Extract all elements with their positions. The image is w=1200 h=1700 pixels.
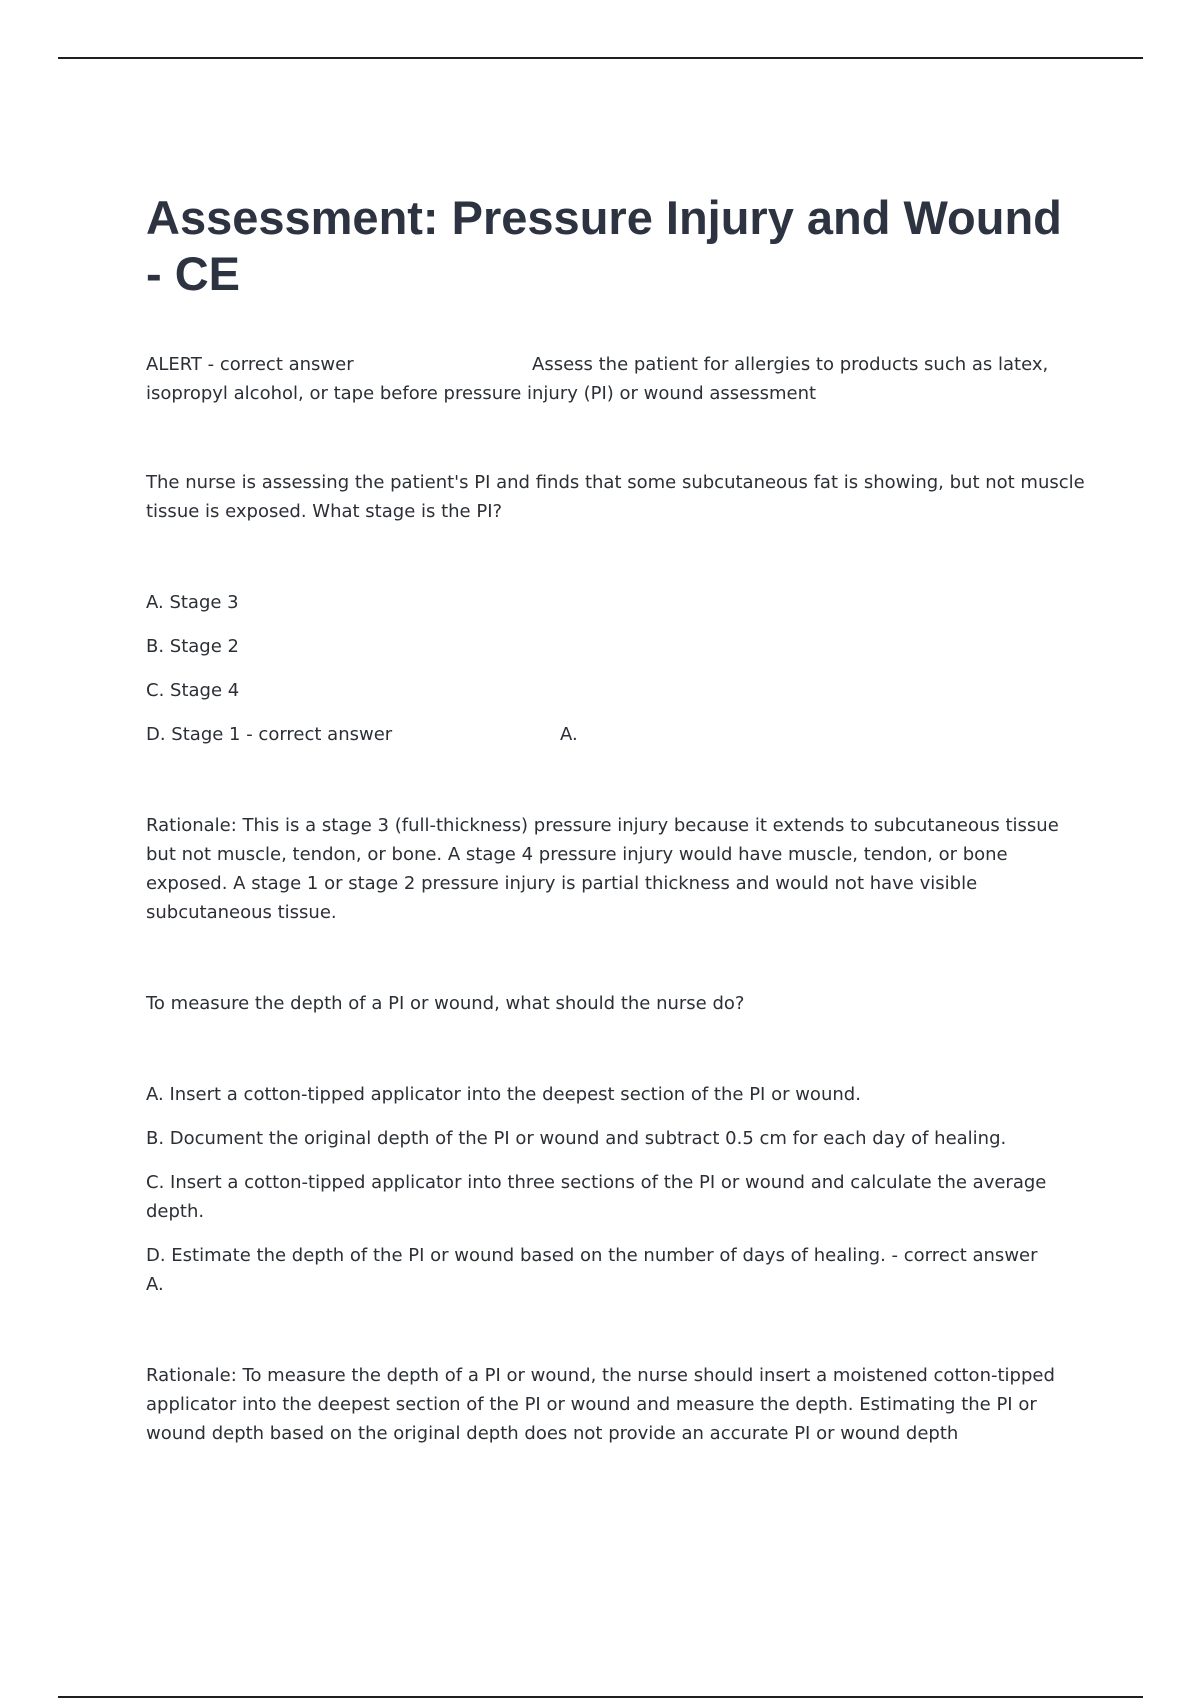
alert-text-line-1: Assess the patient for allergies to products such as latex, xyxy=(532,354,1049,375)
footer-rule xyxy=(58,1696,1143,1698)
question-2-answer: A. xyxy=(146,1274,164,1295)
document-body xyxy=(146,190,1086,1448)
question-2-option-d xyxy=(146,1241,1086,1299)
question-2-prompt: To measure the depth of a PI or wound, what should the nurse do? xyxy=(146,993,745,1014)
header-rule xyxy=(58,57,1143,59)
question-2-option-b: B. Document the original depth of the PI or wound and subtract 0.5 cm for each day of healing. xyxy=(146,1128,1007,1149)
alert-paragraph xyxy=(146,350,1086,408)
question-1-rationale: Rationale: This is a stage 3 (full-thickness) pressure injury because it extends to subcutaneous tissue but not muscle, tendon, or bone. A stage 4 pressure injury would have muscle, tendon, or bone exposed. A stage 1 or stage 2 pressure injury is partial thickness and would not have visible subcutaneous tissue. xyxy=(146,815,1059,923)
question-1-option-d-label: D. Stage 1 - correct answer xyxy=(146,724,393,745)
document-title: Assessment: Pressure Injury and Wound - CE xyxy=(146,191,1062,300)
question-2-option-a: A. Insert a cotton-tipped applicator into the deepest section of the PI or wound. xyxy=(146,1084,861,1105)
question-2-option-d-label: D. Estimate the depth of the PI or wound based on the number of days of healing. - correct answer xyxy=(146,1245,1038,1266)
question-1-option-b: B. Stage 2 xyxy=(146,636,239,657)
question-2-option-c: C. Insert a cotton-tipped applicator into three sections of the PI or wound and calculate the average depth. xyxy=(146,1172,1047,1222)
question-1-answer: A. xyxy=(560,724,578,745)
question-2-rationale: Rationale: To measure the depth of a PI or wound, the nurse should insert a moistened cotton-tipped applicator into the deepest section of the PI or wound and measure the depth. Estimating the PI or wound depth based on the original depth does not provide an accurate PI or wound depth xyxy=(146,1365,1055,1444)
alert-label: ALERT - correct answer xyxy=(146,354,354,375)
alert-text-line-2: isopropyl alcohol, or tape before pressure injury (PI) or wound assessment xyxy=(146,383,817,404)
question-1-option-a: A. Stage 3 xyxy=(146,592,239,613)
question-1-prompt: The nurse is assessing the patient's PI and finds that some subcutaneous fat is showing, but not muscle tissue is exposed. What stage is the PI? xyxy=(146,472,1085,522)
question-1-option-d xyxy=(146,720,1086,749)
question-1-option-c: C. Stage 4 xyxy=(146,680,240,701)
